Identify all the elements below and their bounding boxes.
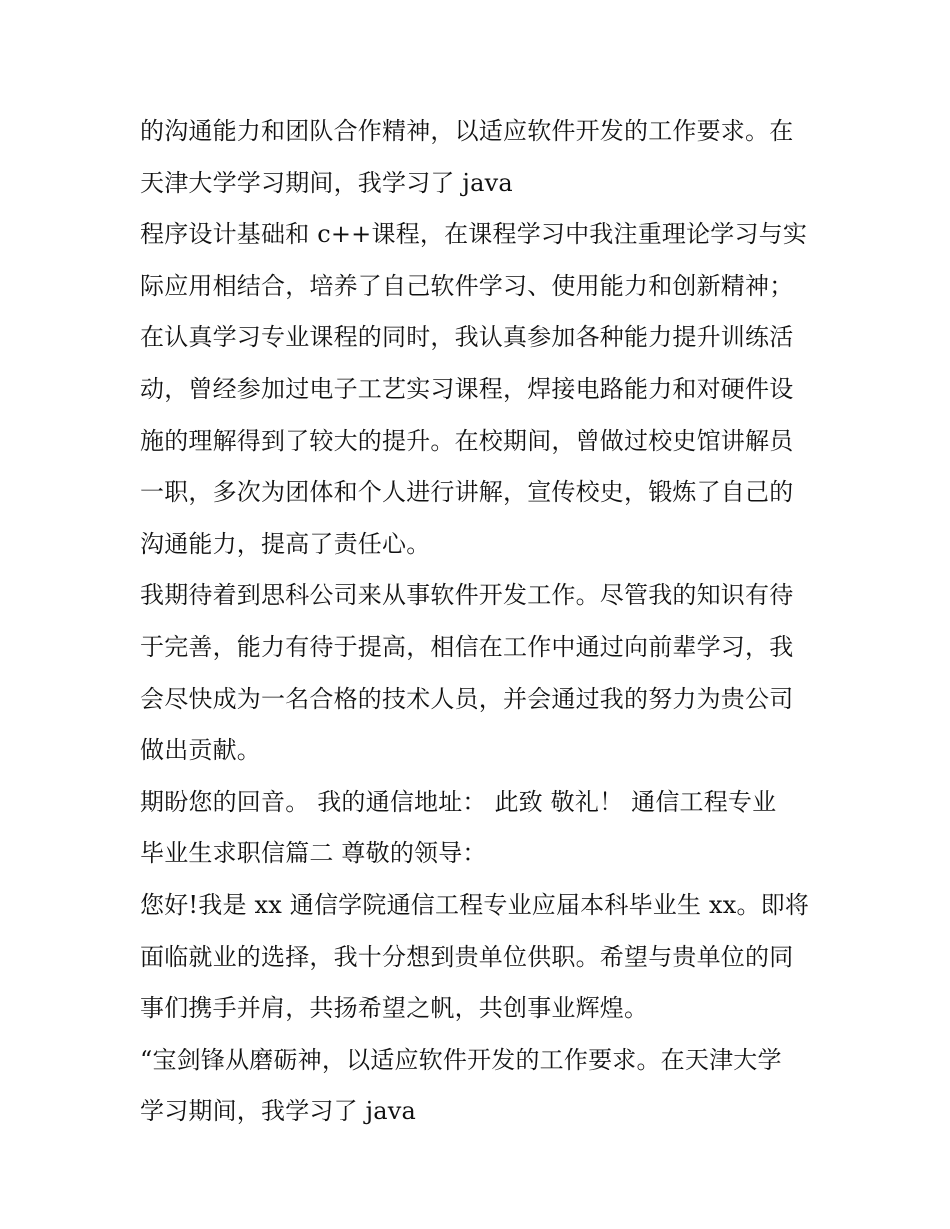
document-body-text [140, 106, 820, 1138]
text-line-7: 施的理解得到了较大的提升。在校期间，曾做过校史馆讲解员 [140, 426, 794, 455]
text-line-6: 动，曾经参加过电子工艺实习课程，焊接电路能力和对硬件设 [140, 374, 794, 403]
text-line-20: 学习期间，我学习了 java [140, 1097, 417, 1126]
text-line-14: 期盼您的回音。 我的通信地址： 此致 敬礼！ 通信工程专业 [140, 787, 777, 816]
text-line-10: 我期待着到思科公司来从事软件开发工作。尽管我的知识有待 [140, 581, 794, 610]
text-line-3: 程序设计基础和 c++课程，在课程学习中我注重理论学习与实 [140, 220, 808, 249]
text-line-17: 面临就业的选择，我十分想到贵单位供职。希望与贵单位的同 [140, 942, 794, 971]
text-line-4: 际应用相结合，培养了自己软件学习、使用能力和创新精神； [140, 271, 794, 300]
text-line-19: “宝剑锋从磨砺神，以适应软件开发的工作要求。在天津大学 [140, 1045, 782, 1074]
text-line-15: 毕业生求职信篇二 尊敬的领导： [140, 839, 487, 868]
text-line-12: 会尽快成为一名合格的技术人员，并会通过我的努力为贵公司 [140, 684, 794, 713]
text-line-11: 于完善，能力有待于提高，相信在工作中通过向前辈学习，我 [140, 632, 794, 661]
text-line-18: 事们携手并肩，共扬希望之帆，共创事业辉煌。 [140, 994, 649, 1023]
text-line-8: 一职，多次为团体和个人进行讲解，宣传校史，锻炼了自己的 [140, 478, 794, 507]
text-line-13: 做出贡献。 [140, 736, 261, 765]
text-line-1: 的沟通能力和团队合作精神，以适应软件开发的工作要求。在 [140, 117, 794, 145]
text-line-9: 沟通能力，提高了责任心。 [140, 529, 431, 558]
text-line-16: 您好!我是 xx 通信学院通信工程专业应届本科毕业生 xx。即将 [140, 890, 810, 919]
text-line-2: 天津大学学习期间，我学习了 java [140, 168, 513, 197]
text-line-5: 在认真学习专业课程的同时，我认真参加各种能力提升训练活 [140, 323, 794, 352]
